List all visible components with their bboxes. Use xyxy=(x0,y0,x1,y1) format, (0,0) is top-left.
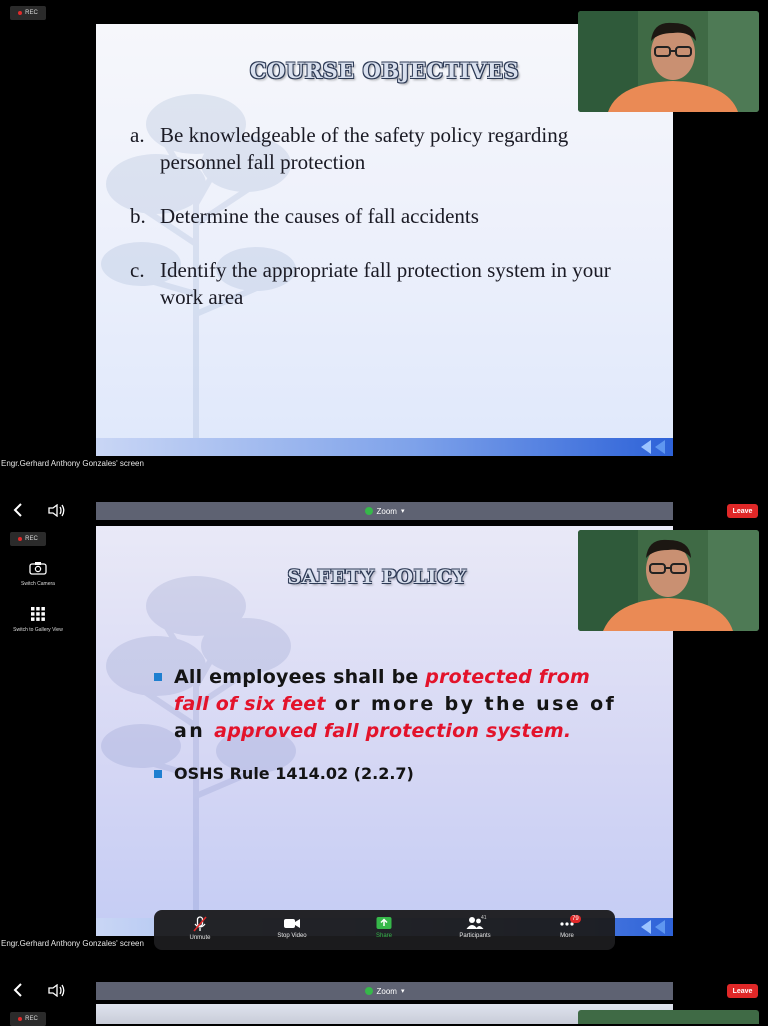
share-button[interactable] xyxy=(354,914,414,939)
more-label: More xyxy=(560,933,574,939)
camera-switch-icon xyxy=(29,561,47,575)
slide-title: COURSE OBJECTIVES xyxy=(249,58,520,83)
square-bullet-icon xyxy=(154,673,162,681)
policy-statement xyxy=(174,664,624,745)
participants-count: 41 xyxy=(481,915,487,921)
shield-check-icon xyxy=(365,987,373,995)
slide-title: SAFETY POLICY xyxy=(287,566,467,588)
switch-camera-button[interactable] xyxy=(0,561,76,587)
chevron-down-icon: ▾ xyxy=(400,508,405,515)
leave-button[interactable]: Leave xyxy=(727,984,758,998)
objective-text: Identify the appropriate fall protection system in your work area xyxy=(160,258,611,309)
policy-text: All employees shall be xyxy=(174,666,426,688)
recording-label: REC xyxy=(25,10,38,16)
grid-icon xyxy=(31,607,45,621)
objective-item xyxy=(130,203,630,230)
gallery-view-button[interactable] xyxy=(0,607,76,633)
slide-footer-bar xyxy=(96,438,673,456)
recording-badge xyxy=(10,532,46,546)
objective-letter: c. xyxy=(130,258,145,282)
objective-item xyxy=(130,122,630,176)
shield-check-icon xyxy=(365,507,373,515)
microphone-muted-icon xyxy=(193,916,207,932)
zoom-title-bar[interactable] xyxy=(96,502,673,520)
speaker-icon xyxy=(48,504,66,517)
objectives-list xyxy=(130,122,630,338)
zoom-title: Zoom xyxy=(376,506,397,516)
zoom-title-bar[interactable] xyxy=(96,982,673,1000)
objective-letter: a. xyxy=(130,123,145,147)
shared-screen-label: Engr.Gerhard Anthony Gonzales' screen xyxy=(1,939,144,948)
leave-button[interactable]: Leave xyxy=(727,504,758,518)
more-notification-badge: 79 xyxy=(572,916,579,922)
policy-bullets xyxy=(154,664,624,785)
unmute-button[interactable] xyxy=(170,914,230,941)
meeting-toolbar xyxy=(154,910,615,950)
chevron-left-icon xyxy=(12,983,24,997)
screenshot-frame-1 xyxy=(0,0,768,500)
share-label: Share xyxy=(375,933,392,939)
record-dot-icon xyxy=(18,537,22,541)
presenter-video-thumbnail[interactable] xyxy=(578,11,759,112)
back-button[interactable] xyxy=(12,503,24,522)
presenter-video-thumbnail[interactable] xyxy=(578,530,759,631)
video-camera-icon xyxy=(283,916,301,930)
speaker-icon xyxy=(48,984,66,997)
recording-label: REC xyxy=(25,1016,38,1022)
presenter-video-thumbnail[interactable] xyxy=(578,1010,759,1024)
chevron-down-icon: ▾ xyxy=(400,988,405,995)
switch-camera-label: Switch Camera xyxy=(21,581,55,587)
zoom-title: Zoom xyxy=(376,986,397,996)
shared-screen-label: Engr.Gerhard Anthony Gonzales' screen xyxy=(1,459,144,468)
unmute-label: Unmute xyxy=(189,935,211,941)
chevron-left-decor-icon xyxy=(639,440,667,454)
speaker-button[interactable] xyxy=(48,984,66,1002)
stop-video-button[interactable] xyxy=(262,914,322,939)
presenter-avatar-icon xyxy=(578,11,759,112)
participants-label: Participants xyxy=(459,933,491,939)
chevron-left-decor-icon xyxy=(639,920,667,934)
more-button[interactable] xyxy=(537,914,597,939)
objective-letter: b. xyxy=(130,204,146,228)
record-dot-icon xyxy=(18,11,22,15)
speaker-button[interactable] xyxy=(48,504,66,522)
stop-video-label: Stop Video xyxy=(277,933,307,939)
record-dot-icon xyxy=(18,1017,22,1021)
rule-reference: OSHS Rule 1414.02 (2.2.7) xyxy=(174,764,414,783)
back-button[interactable] xyxy=(12,983,24,1002)
chevron-left-icon xyxy=(12,503,24,517)
objective-item xyxy=(130,257,630,311)
objective-text: Be knowledgeable of the safety policy regarding personnel fall protection xyxy=(160,123,569,174)
policy-bullet xyxy=(154,664,624,745)
policy-emphasis: protected from fall of six feet xyxy=(174,666,591,715)
participants-button[interactable] xyxy=(445,914,505,939)
recording-badge xyxy=(10,6,46,20)
policy-text: or more by the use of an xyxy=(174,693,617,742)
square-bullet-icon xyxy=(154,770,162,778)
policy-bullet xyxy=(154,763,624,785)
objective-text: Determine the causes of fall accidents xyxy=(160,204,479,228)
presenter-avatar-icon xyxy=(578,530,759,631)
share-screen-icon xyxy=(376,916,392,930)
recording-label: REC xyxy=(25,536,38,542)
gallery-view-label: Switch to Gallery View xyxy=(13,627,63,633)
policy-emphasis: approved fall protection system. xyxy=(214,720,572,742)
